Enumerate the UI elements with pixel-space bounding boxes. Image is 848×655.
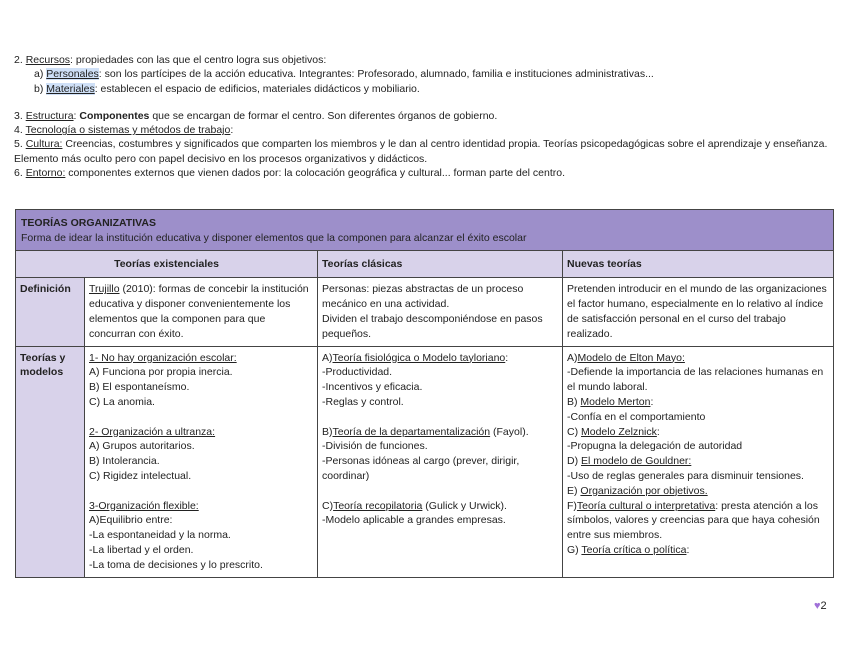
nv-f-suffix: : presta atención a los símbolos, valores y creencias para que haya cohesión entre sus miembros. [567, 499, 820, 542]
purple-heart-icon: ♥ [814, 600, 821, 612]
cultura-text: Creencias, costumbres y significados que comparten los miembros y le dan al centro identidad propia. Teorías psicopedagógicas sobre el aprendizaje y enseñanza. Elemento más oculto pero con papel decisivo en los procesos organizativos y didácticos. [14, 138, 828, 165]
cl-c-suffix: (Gulick y Urwick). [422, 499, 507, 512]
personales-line [14, 67, 834, 81]
materiales-line [14, 82, 834, 96]
modelos-nuevas [563, 346, 834, 577]
estructura-line [14, 109, 834, 123]
cl-heading-c [322, 499, 558, 514]
list-marker: a) [34, 68, 47, 81]
nv-heading-f [567, 499, 829, 543]
tecnologia-text: : [230, 124, 234, 137]
definicion-nuevas: Pretenden introducir en el mundo de las organizaciones el factor humano, especialmente en lo relativo al índice de satisfacción personal en el curso del trabajo realizado. [563, 278, 834, 346]
nv-heading-d [567, 454, 829, 469]
list-item: -Modelo aplicable a grandes empresas. [322, 514, 506, 527]
estructura-label: Estructura [25, 109, 74, 122]
modelos-clasicas [318, 346, 563, 577]
list-item: -Reglas y control. [322, 395, 404, 408]
list-item: -La toma de decisiones y lo prescrito. [89, 558, 263, 571]
list-marker: b) [34, 82, 47, 95]
nv-heading-b [567, 395, 829, 410]
definicion-existenciales [85, 278, 318, 346]
table-row-definicion [16, 278, 834, 346]
list-item: -Productividad. [322, 366, 393, 379]
materiales-label: Materiales [46, 82, 95, 95]
list-item: C) Rigidez intelectual. [89, 469, 192, 482]
column-header-clasicas: Teorías clásicas [318, 250, 563, 278]
column-header-existenciales: Teorías existenciales [16, 250, 318, 278]
list-item: -Incentivos y eficacia. [322, 381, 423, 394]
list-item: -Propugna la delegación de autoridad [567, 440, 743, 453]
cl-b-link[interactable]: Teoría de la departamentalización [332, 425, 491, 438]
nv-b-prefix: B) [567, 395, 581, 408]
nv-heading-c [567, 425, 829, 440]
nv-heading-a [567, 351, 829, 366]
tecnologia-label: Tecnología o sistemas y métodos de trabajo [25, 124, 231, 137]
table-header [16, 210, 834, 251]
table-subtitle: Forma de idear la institución educativa y disponer elementos que la componen para alcanzar el éxito escolar [21, 231, 527, 244]
cultura-line [14, 137, 834, 166]
nv-a-prefix: A) [567, 351, 578, 364]
estructura-bold: Componentes [79, 109, 150, 122]
list-item: -Personas idóneas al cargo (prever, dirigir, coordinar) [322, 455, 520, 482]
nv-heading-e [567, 484, 829, 499]
recursos-number: 2. [14, 54, 26, 66]
list-item: -La libertad y el orden. [89, 543, 194, 556]
table-row-modelos [16, 346, 834, 577]
nv-d-prefix: D) [567, 455, 581, 468]
entorno-number: 6. [14, 167, 26, 180]
nv-b-suffix: : [650, 395, 654, 408]
nv-g-suffix: : [686, 543, 690, 556]
tecnologia-line [14, 123, 834, 137]
table-title: TEORÍAS ORGANIZATIVAS [21, 217, 156, 229]
estructura-text: que se encargan de formar el centro. Son diferentes órganos de gobierno. [149, 109, 498, 122]
list-item: B) El espontaneísmo. [89, 381, 190, 394]
cl-a-suffix: : [505, 351, 509, 364]
list-item: A) Funciona por propia inercia. [89, 366, 233, 379]
list-item: -División de funciones. [322, 440, 428, 453]
nv-d-link[interactable]: El modelo de Gouldner: [581, 455, 692, 468]
page-number: 2 [820, 600, 827, 612]
cultura-label: Cultura: [25, 138, 63, 151]
list-item: -Uso de reglas generales para disminuir tensiones. [567, 469, 804, 482]
cl-c-link[interactable]: Teoría recopilatoria [333, 499, 423, 512]
recursos-text: : propiedades con las que el centro logra sus objetivos: [70, 54, 327, 66]
column-header-nuevas: Nuevas teorías [563, 250, 834, 278]
cl-heading-b [322, 425, 558, 440]
list-item: B) Intolerancia. [89, 455, 160, 468]
row-label-definicion: Definición [16, 278, 85, 346]
cl-a-prefix: A) [322, 351, 333, 364]
materiales-text: : establecen el espacio de edificios, materiales didácticos y mobiliario. [94, 82, 420, 95]
nv-c-suffix: : [656, 425, 660, 438]
modelos-existenciales [85, 346, 318, 577]
nv-c-link[interactable]: Modelo Zelznick [581, 425, 657, 438]
nv-a-link[interactable]: Modelo de Elton Mayo: [577, 351, 685, 364]
page-footer [814, 600, 827, 612]
cl-c-prefix: C) [322, 499, 334, 512]
cl-heading-a [322, 351, 558, 366]
def1-text: (2010): formas de concebir la institución educativa y disponer convenientemente los elementos que la componen para que concurran con éxito. [89, 283, 309, 340]
recursos-line [14, 53, 834, 67]
list-item: A)Equilibrio entre: [89, 514, 173, 527]
tecnologia-number: 4. [14, 124, 26, 137]
entorno-line [14, 166, 834, 180]
ex-heading-1: 1- No hay organización escolar: [89, 351, 237, 364]
personales-label: Personales [46, 68, 99, 81]
def2-line: Personas: piezas abstractas de un proceso mecánico en una actividad. [322, 283, 524, 311]
cl-a-link[interactable]: Teoría fisiológica o Modelo tayloriano [332, 351, 506, 364]
list-item: C) La anomia. [89, 395, 155, 408]
nv-f-prefix: F) [567, 499, 577, 512]
theories-table [15, 209, 834, 578]
nv-e-prefix: E) [567, 484, 581, 497]
cl-b-prefix: B) [322, 425, 333, 438]
row-label-modelos: Teorías y modelos [16, 346, 85, 577]
entorno-label: Entorno: [25, 167, 66, 180]
cultura-number: 5. [14, 138, 26, 151]
def2b-line: Dividen el trabajo descomponiéndose en pasos pequeños. [322, 312, 543, 340]
nv-e-link[interactable]: Organización por objetivos. [580, 484, 708, 497]
nv-b-link[interactable]: Modelo Merton [580, 395, 651, 408]
nv-g-link[interactable]: Teoría crítica o política [581, 543, 687, 556]
recursos-label: Recursos [25, 54, 71, 66]
nv-f-link[interactable]: Teoría cultural o interpretativa [576, 499, 716, 512]
cl-b-suffix: (Fayol). [490, 425, 529, 438]
estructura-number: 3. [14, 109, 26, 122]
list-item: -La espontaneidad y la norma. [89, 529, 231, 542]
ex-heading-3: 3-Organización flexible: [89, 499, 199, 512]
list-item: -Defiende la importancia de las relaciones humanas en el mundo laboral. [567, 366, 824, 394]
nv-c-prefix: C) [567, 425, 581, 438]
definicion-clasicas [318, 278, 563, 346]
intro-section [14, 53, 834, 180]
list-item: -Confía en el comportamiento [567, 410, 706, 423]
nv-heading-g [567, 543, 829, 558]
estructura-colon: : [73, 109, 80, 122]
personales-text: : son los partícipes de la acción educativa. Integrantes: Profesorado, alumnado, familia e instituciones administrativas... [98, 68, 654, 81]
list-item: A) Grupos autoritarios. [89, 440, 195, 453]
trujillo-link[interactable]: Trujillo [89, 283, 120, 296]
ex-heading-2: 2- Organización a ultranza: [89, 425, 216, 438]
entorno-text: componentes externos que vienen dados por: la colocación geográfica y cultural... forman parte del centro. [65, 167, 566, 180]
nv-g-prefix: G) [567, 543, 582, 556]
